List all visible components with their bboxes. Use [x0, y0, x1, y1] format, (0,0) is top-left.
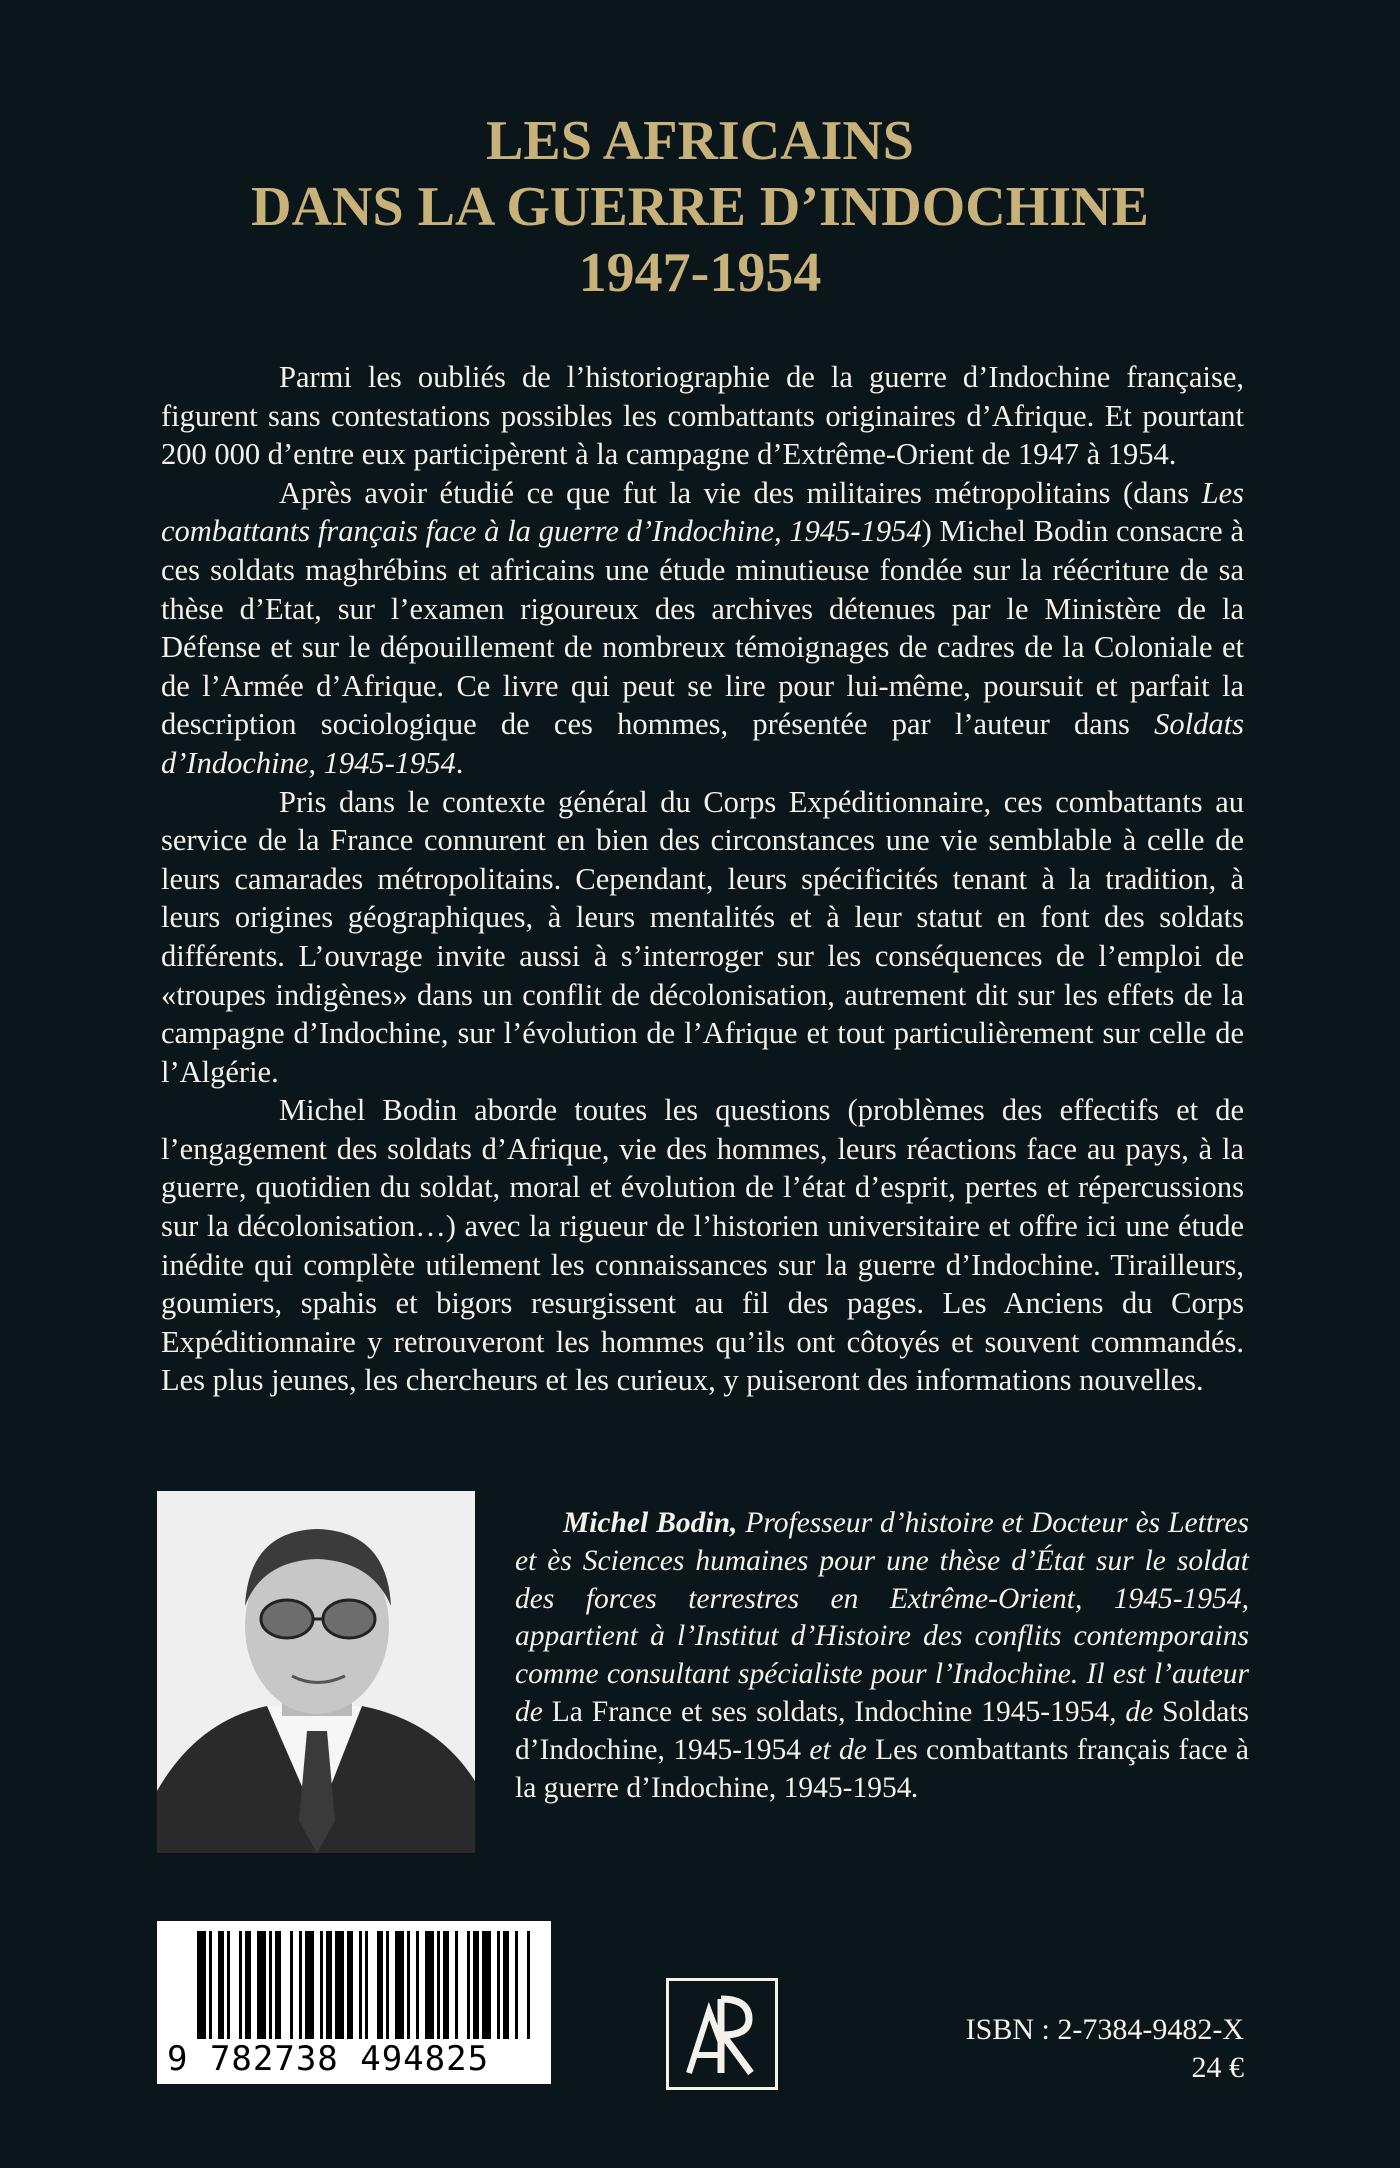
- barcode-bar: [245, 1931, 251, 2039]
- barcode-digits: 9 782738 494825: [167, 2039, 490, 2079]
- author-bio: [515, 1505, 1249, 1807]
- barcode-bar: [455, 1931, 458, 2039]
- book-reference: Soldats d’Indochine, 1945-1954: [515, 1695, 1250, 1766]
- isbn-number: ISBN : 2-7384-9482-X: [965, 2013, 1244, 2046]
- paragraph-2-part: ) Michel Bodin consacre à ces soldats maghrébins et africains une étude minutieuse fondée sur la réécriture de sa thèse d’Etat, sur l’examen rigoureux des archives détenues par le Ministère de la Défense et sur le dépouillement de nombreux témoignages de cadres de la Coloniale et de l’Armée d’Afrique. Ce livre qui peut se lire pour lui-même, poursuit et parfait la description sociologique de ces hommes, présentée par l’auteur dans: [161, 514, 1244, 742]
- paragraph-2-part: .: [455, 745, 464, 780]
- bio-text: et de: [801, 1733, 876, 1766]
- barcode-bar: [209, 1931, 212, 2039]
- bio-text: Professeur d’histoire et Docteur ès Lettres et ès Sciences humaines pour une thèse d’État sur le soldat des forces terrestres en Extrême-Orient, 1945-1954, appartient à l’Institut d’Histoire des conflits contemporains comme consultant spécialiste pour l’Indochine. Il est l’auteur de: [515, 1507, 1249, 1728]
- barcode-bar: [503, 1931, 509, 2039]
- publisher-logo: [666, 1978, 778, 2090]
- barcode: [157, 1921, 551, 2084]
- book-title: [0, 108, 1400, 306]
- barcode-bar: [482, 1931, 491, 2039]
- author-portrait-image: [157, 1491, 475, 1853]
- barcode-bar: [335, 1931, 344, 2039]
- author-name: Michel Bodin,: [563, 1507, 738, 1539]
- barcode-bar: [497, 1931, 500, 2039]
- barcode-bar: [347, 1931, 353, 2039]
- book-reference: La France et ses soldats, Indochine 1945-1954: [551, 1695, 1110, 1728]
- barcode-bar: [239, 1931, 242, 2039]
- paragraph-2: [161, 474, 1244, 783]
- price: 24 €: [1191, 2051, 1244, 2084]
- barcode-bar: [527, 1931, 530, 2039]
- barcode-bar: [407, 1931, 410, 2039]
- publisher-logo-icon: [669, 1981, 775, 2087]
- barcode-bar: [515, 1931, 518, 2039]
- title-line-2: DANS LA GUERRE D’INDOCHINE: [251, 176, 1149, 238]
- barcode-bar: [359, 1931, 362, 2039]
- barcode-bar: [305, 1931, 314, 2039]
- book-reference: Les combattants français face à la guerre d’Indochine, 1945-1954: [515, 1733, 1249, 1804]
- bio-text: , de: [1109, 1695, 1163, 1728]
- author-photo: [157, 1491, 475, 1853]
- barcode-bar: [299, 1931, 302, 2039]
- barcode-bar: [269, 1931, 272, 2039]
- barcode-bar: [320, 1931, 323, 2039]
- paragraph-3: Pris dans le contexte général du Corps Expéditionnaire, ces combattants au service de la France connurent en bien des circonstances une vie semblable à celle de leurs camarades métropolitains. Cependant, leurs spécificités tenant à la tradition, à leurs origines géographiques, à leurs mentalités et à leur statut en font des soldats différents. L’ouvrage invite aussi à s’interroger sur les conséquences de l’emploi de «troupes indigènes» dans un conflit de décolonisation, autrement dit sur les effets de la campagne d’Indochine, sur l’évolution de l’Afrique et tout particulièrement sur celle de l’Algérie.: [161, 784, 1244, 1089]
- barcode-bar: [473, 1931, 479, 2039]
- barcode-bar: [257, 1931, 266, 2039]
- barcode-bar: [218, 1931, 224, 2039]
- book-reference: Soldats d’Indochine, 1945-1954: [161, 707, 1244, 780]
- barcode-bar: [365, 1931, 368, 2039]
- title-line-1: LES AFRICAINS: [486, 110, 914, 172]
- book-reference: Les combattants français face à la guerre d’Indochine, 1945-1954: [161, 475, 1244, 549]
- bio-text: .: [911, 1771, 919, 1804]
- barcode-bar: [290, 1931, 293, 2039]
- barcode-bar: [437, 1931, 440, 2039]
- title-years: 1947-1954: [578, 242, 822, 304]
- barcode-bar: [425, 1931, 434, 2039]
- barcode-bar: [416, 1931, 419, 2039]
- barcode-bar: [197, 1931, 206, 2039]
- barcode-bar: [467, 1931, 470, 2039]
- paragraph-2-part: Après avoir étudié ce que fut la vie des militaires métropolitains (dans: [279, 475, 1202, 510]
- barcode-bar: [275, 1931, 281, 2039]
- paragraph-1: Parmi les oubliés de l’historiographie de la guerre d’Indochine française, figurent sans contestations possibles les combattants originaires d’Afrique. Et pourtant 200 000 d’entre eux participèrent à la campagne d’Extrême-Orient de 1947 à 1954.: [161, 360, 1244, 472]
- barcode-bar: [395, 1931, 404, 2039]
- barcode-bar: [326, 1931, 332, 2039]
- paragraph-4: Michel Bodin aborde toutes les questions (problèmes des effectifs et de l’engagement des soldats d’Afrique, vie des hommes, leurs réactions face au pays, à la guerre, quotidien du soldat, moral et évolution de l’état d’esprit, pertes et répercussions sur la décolonisation…) avec la rigueur de l’historien universitaire et offre ici une étude inédite qui complète utilement les connaissances sur la guerre d’Indochine. Tirailleurs, goumiers, spahis et bigors resurgissent au fil des pages. Les Anciens du Corps Expéditionnaire y retrouveront les hommes qu’ils ont côtoyés et souvent commandés. Les plus jeunes, les chercheurs et les curieux, y puiseront des informations nouvelles.: [161, 1093, 1244, 1398]
- isbn-block: [900, 2011, 1244, 2087]
- summary-text: [161, 358, 1244, 1400]
- barcode-bar: [443, 1931, 449, 2039]
- barcode-bar: [227, 1931, 230, 2039]
- barcode-bar: [386, 1931, 389, 2039]
- barcode-bar: [377, 1931, 383, 2039]
